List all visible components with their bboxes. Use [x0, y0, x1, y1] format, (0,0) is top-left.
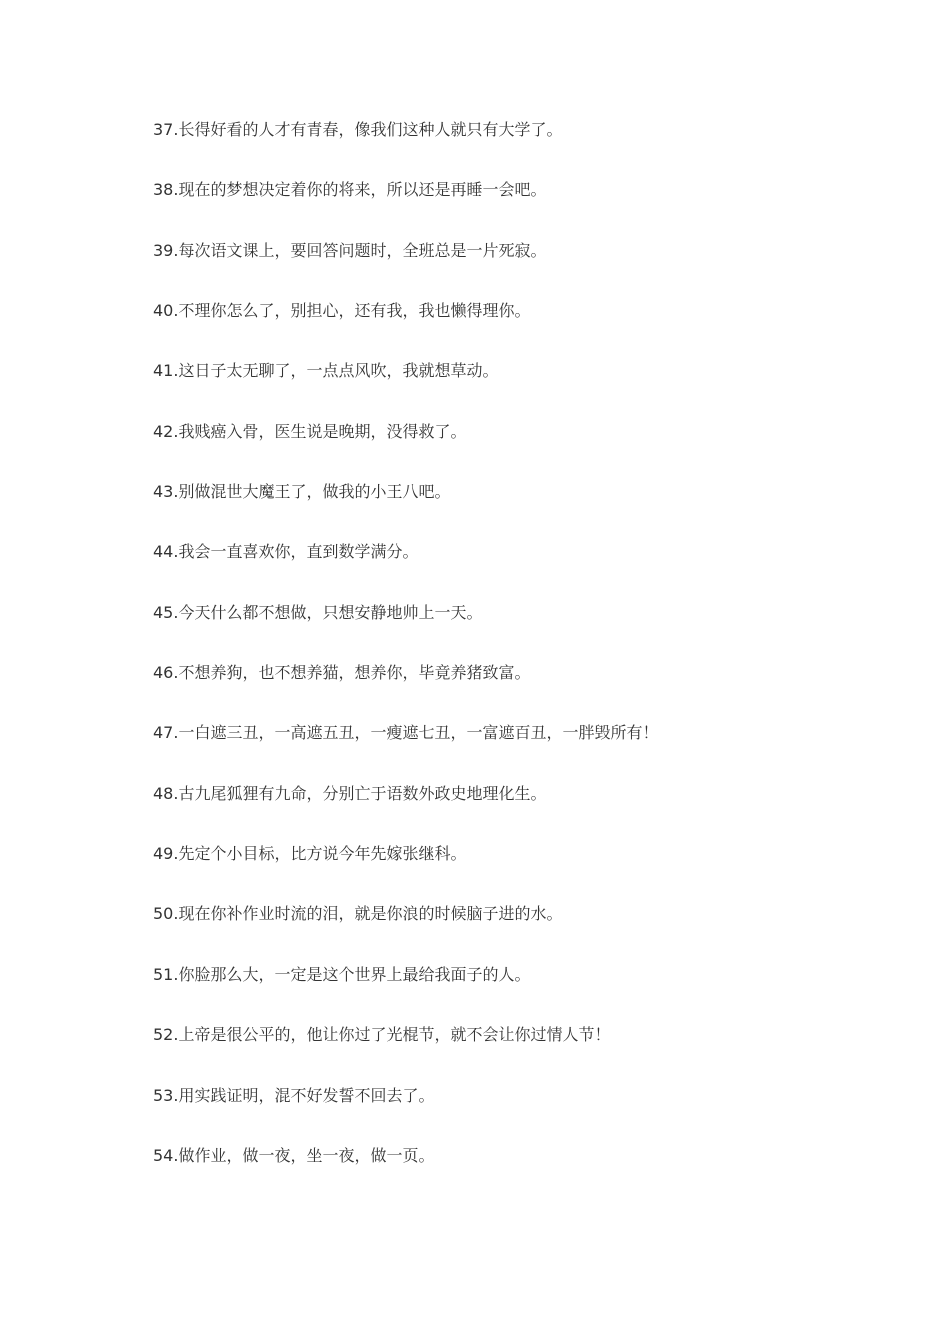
- list-item: 42.我贱癌入骨，医生说是晚期，没得救了。: [153, 421, 467, 441]
- list-item: 39.每次语文课上，要回答问题时，全班总是一片死寂。: [153, 240, 547, 260]
- list-item: 38.现在的梦想决定着你的将来，所以还是再睡一会吧。: [153, 180, 547, 200]
- list-item: 50.现在你补作业时流的泪，就是你浪的时候脑子进的水。: [153, 904, 563, 924]
- jokes-list: [153, 118, 893, 1204]
- list-item: 44.我会一直喜欢你，直到数学满分。: [153, 542, 419, 562]
- list-item: 49.先定个小目标，比方说今年先嫁张继科。: [153, 844, 467, 864]
- list-item: 52.上帝是很公平的，他让你过了光棍节，就不会让你过情人节！: [153, 1025, 611, 1045]
- list-item: 43.别做混世大魔王了，做我的小王八吧。: [153, 482, 451, 502]
- list-item: 53.用实践证明，混不好发誓不回去了。: [153, 1085, 435, 1105]
- list-item: 47.一白遮三丑，一高遮五丑，一瘦遮七丑，一富遮百丑，一胖毁所有！: [153, 723, 659, 743]
- list-item: 51.你脸那么大，一定是这个世界上最给我面子的人。: [153, 964, 531, 984]
- list-item: 41.这日子太无聊了，一点点风吹，我就想草动。: [153, 361, 499, 381]
- list-item: 54.做作业，做一夜，坐一夜，做一页。: [153, 1145, 435, 1165]
- list-item: 48.古九尾狐狸有九命，分别亡于语数外政史地理化生。: [153, 783, 547, 803]
- list-item: 40.不理你怎么了，别担心，还有我，我也懒得理你。: [153, 301, 531, 321]
- list-item: 46.不想养狗，也不想养猫，想养你，毕竟养猪致富。: [153, 663, 531, 683]
- list-item: 45.今天什么都不想做，只想安静地帅上一天。: [153, 602, 483, 622]
- list-item: 37.长得好看的人才有青春，像我们这种人就只有大学了。: [153, 120, 563, 139]
